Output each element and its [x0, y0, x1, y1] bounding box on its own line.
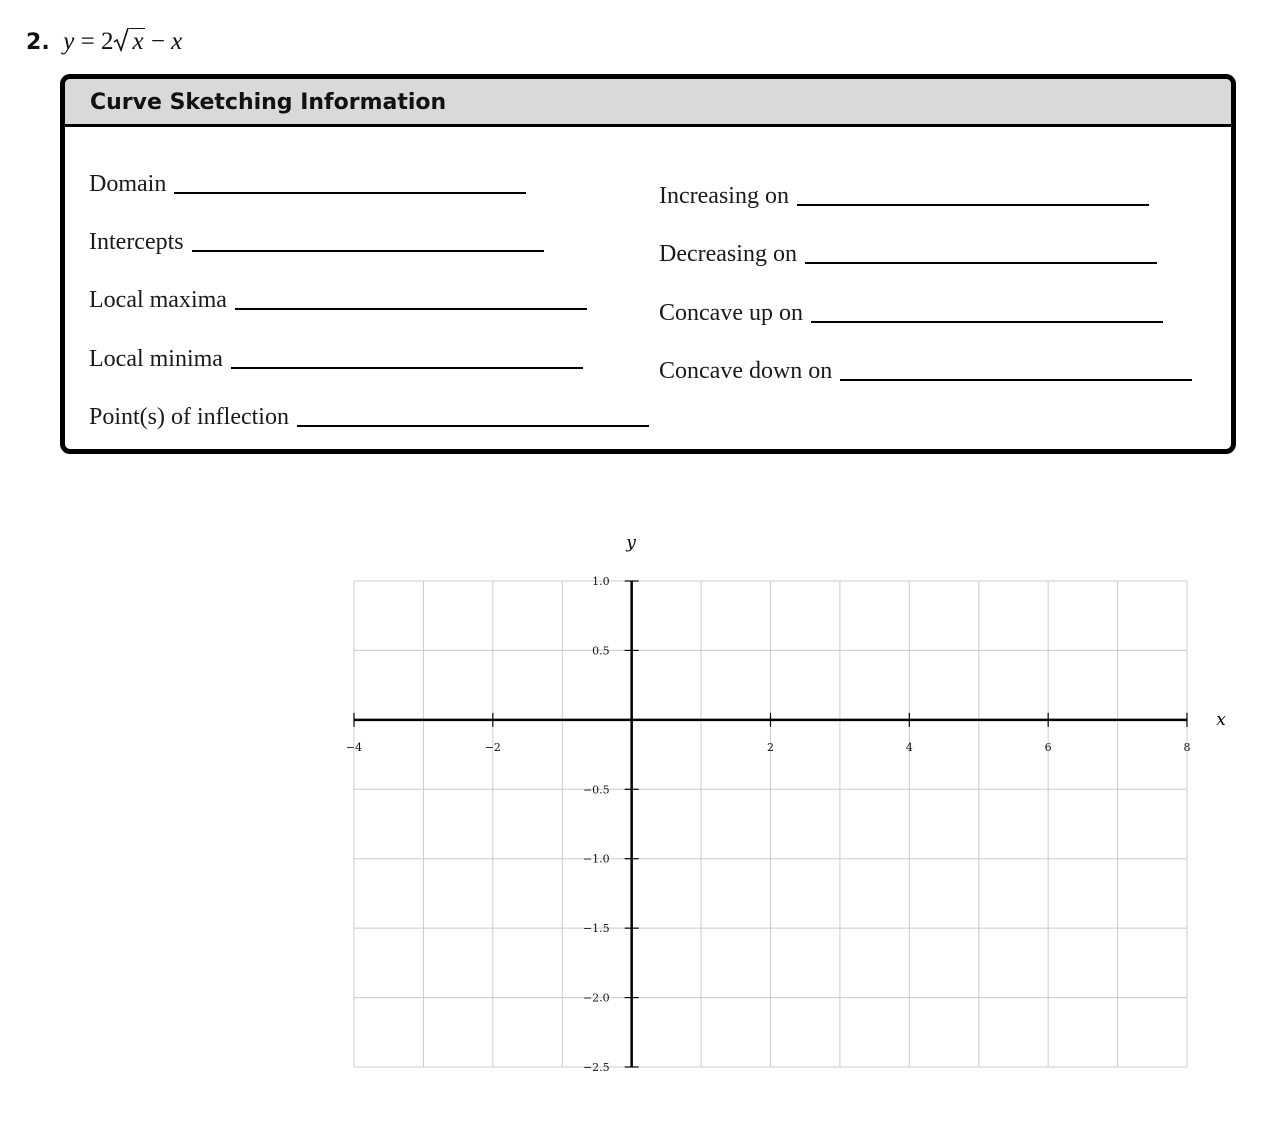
local-minima-label: Local minima: [89, 346, 223, 372]
x-tick-label: 2: [767, 740, 774, 754]
x-tick-label: 6: [1044, 740, 1052, 754]
equation-coefficient: 2: [100, 28, 114, 55]
x-axis-label: x: [1216, 710, 1226, 730]
intercepts-label: Intercepts: [89, 229, 184, 255]
domain-label: Domain: [89, 171, 167, 197]
x-tick-label: −2: [484, 740, 501, 754]
equation-equals: =: [80, 28, 95, 55]
y-tick-label: 1.0: [592, 575, 610, 588]
increasing-label: Increasing on: [659, 183, 789, 209]
problem-number-dot: .: [41, 30, 50, 55]
x-tick-label: 4: [905, 740, 913, 754]
grid-lines: [354, 581, 1187, 1067]
y-axis-label: y: [626, 533, 636, 553]
y-tick-label: −1.0: [582, 852, 610, 866]
y-tick-label: −1.5: [582, 922, 610, 936]
equation-minus: −: [150, 28, 165, 55]
tick-labels: [346, 575, 1191, 1074]
concave-up-label: Concave up on: [659, 300, 803, 326]
equation-lhs: y: [63, 28, 75, 55]
y-tick-label: −2.0: [582, 991, 610, 1005]
y-tick-label: 0.5: [592, 644, 610, 658]
inflection-points-label: Point(s) of inflection: [89, 404, 289, 430]
concave-down-label: Concave down on: [659, 358, 833, 384]
x-tick-label: 8: [1183, 740, 1191, 754]
equation-last-term: x: [171, 28, 183, 55]
info-box-title: Curve Sketching Information: [65, 79, 1231, 127]
problem-number: 2: [26, 30, 42, 55]
x-tick-label: −4: [345, 740, 363, 754]
y-tick-label: −2.5: [582, 1061, 610, 1074]
y-tick-label: −0.5: [582, 783, 610, 797]
equation-radicand: x: [132, 28, 144, 55]
decreasing-label: Decreasing on: [659, 241, 797, 267]
local-maxima-label: Local maxima: [89, 287, 227, 313]
